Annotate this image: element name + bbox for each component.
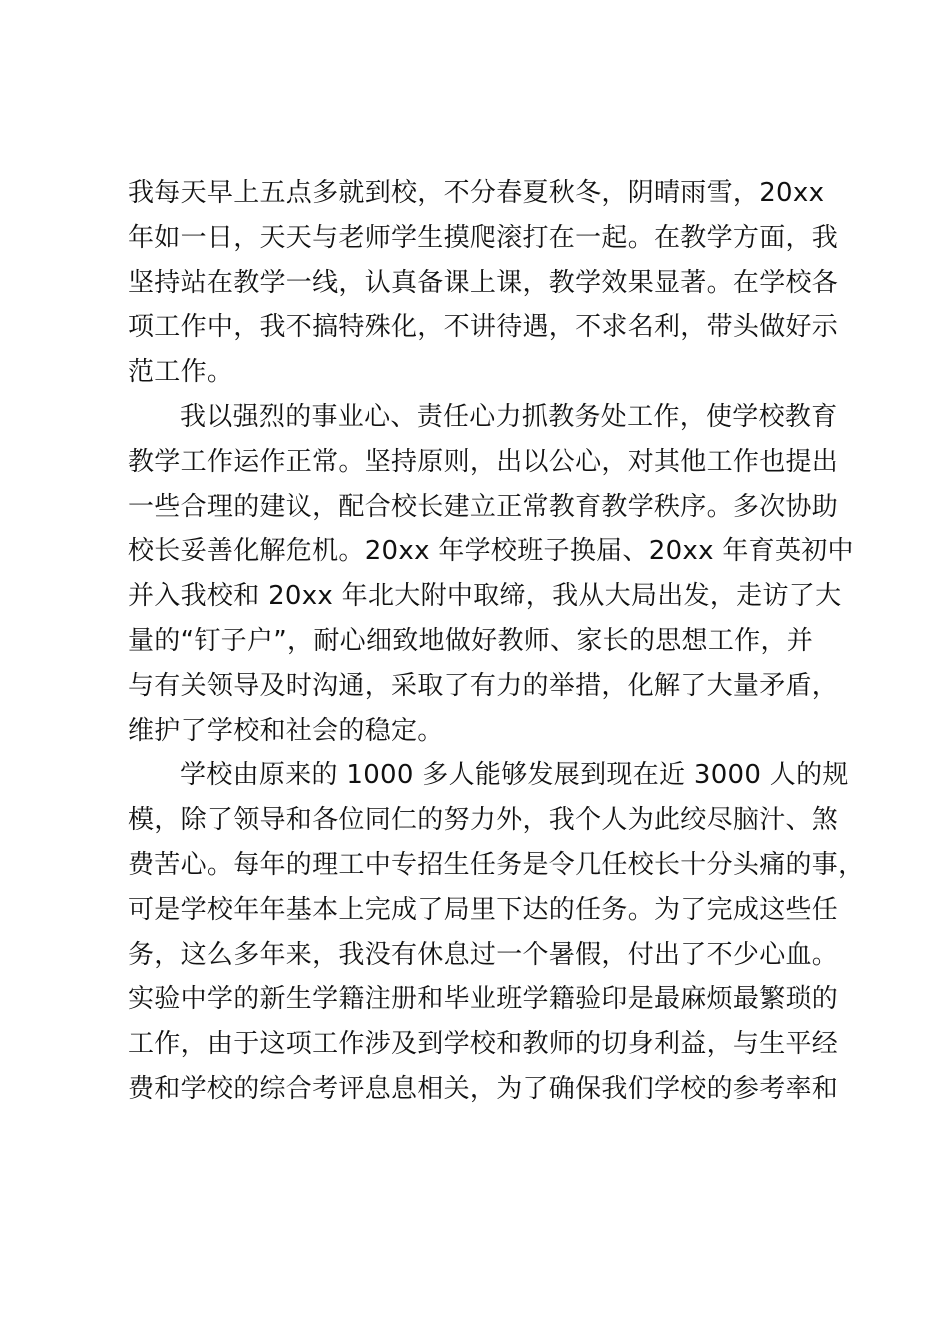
paragraph-1 <box>128 171 838 395</box>
text-line: 年如一日，天天与老师学生摸爬滚打在一起。在教学方面，我 <box>128 222 839 253</box>
text-line: 项工作中，我不搞特殊化，不讲待遇，不求名利，带头做好示 <box>128 312 839 343</box>
text-line: 费和学校的综合考评息息相关，为了确保我们学校的参考率和 <box>128 1073 839 1104</box>
text-line: 范工作。 <box>128 357 234 388</box>
text-line: 维护了学校和社会的稳定。 <box>128 715 444 746</box>
text-line: 校长妥善化解危机。20xx 年学校班子换届、20xx 年育英初中 <box>128 536 854 567</box>
text-line: 模，除了领导和各位同仁的努力外，我个人为此绞尽脑汁、煞 <box>128 805 839 836</box>
text-line: 量的“钉子户”，耐心细致地做好教师、家长的思想工作，并 <box>128 625 814 656</box>
document-body <box>128 171 865 1112</box>
text-line: 可是学校年年基本上完成了局里下达的任务。为了完成这些任 <box>128 894 839 925</box>
text-line: 学校由原来的 1000 多人能够发展到现在近 3000 人的规 <box>180 760 849 791</box>
text-line: 坚持站在教学一线，认真备课上课，教学效果显著。在学校各 <box>128 267 839 298</box>
text-line: 工作，由于这项工作涉及到学校和教师的切身利益，与生平经 <box>128 1029 839 1060</box>
text-line: 并入我校和 20xx 年北大附中取缔，我从大局出发，走访了大 <box>128 581 842 612</box>
text-line: 务，这么多年来，我没有休息过一个暑假，付出了不少心血。 <box>128 939 839 970</box>
text-line: 我以强烈的事业心、责任心力抓教务处工作，使学校教育 <box>180 401 838 432</box>
text-line: 费苦心。每年的理工中专招生任务是令几任校长十分头痛的事， <box>128 849 865 880</box>
text-line: 与有关领导及时沟通，采取了有力的举措，化解了大量矛盾， <box>128 670 839 701</box>
paragraph-3 <box>128 753 865 1111</box>
paragraph-2 <box>128 395 854 753</box>
text-line: 我每天早上五点多就到校，不分春夏秋冬，阴晴雨雪，20xx <box>128 178 825 208</box>
text-line: 实验中学的新生学籍注册和毕业班学籍验印是最麻烦最繁琐的 <box>128 984 839 1015</box>
text-line: 一些合理的建议，配合校长建立正常教育教学秩序。多次协助 <box>128 491 839 522</box>
text-line: 教学工作运作正常。坚持原则，出以公心，对其他工作也提出 <box>128 446 839 477</box>
